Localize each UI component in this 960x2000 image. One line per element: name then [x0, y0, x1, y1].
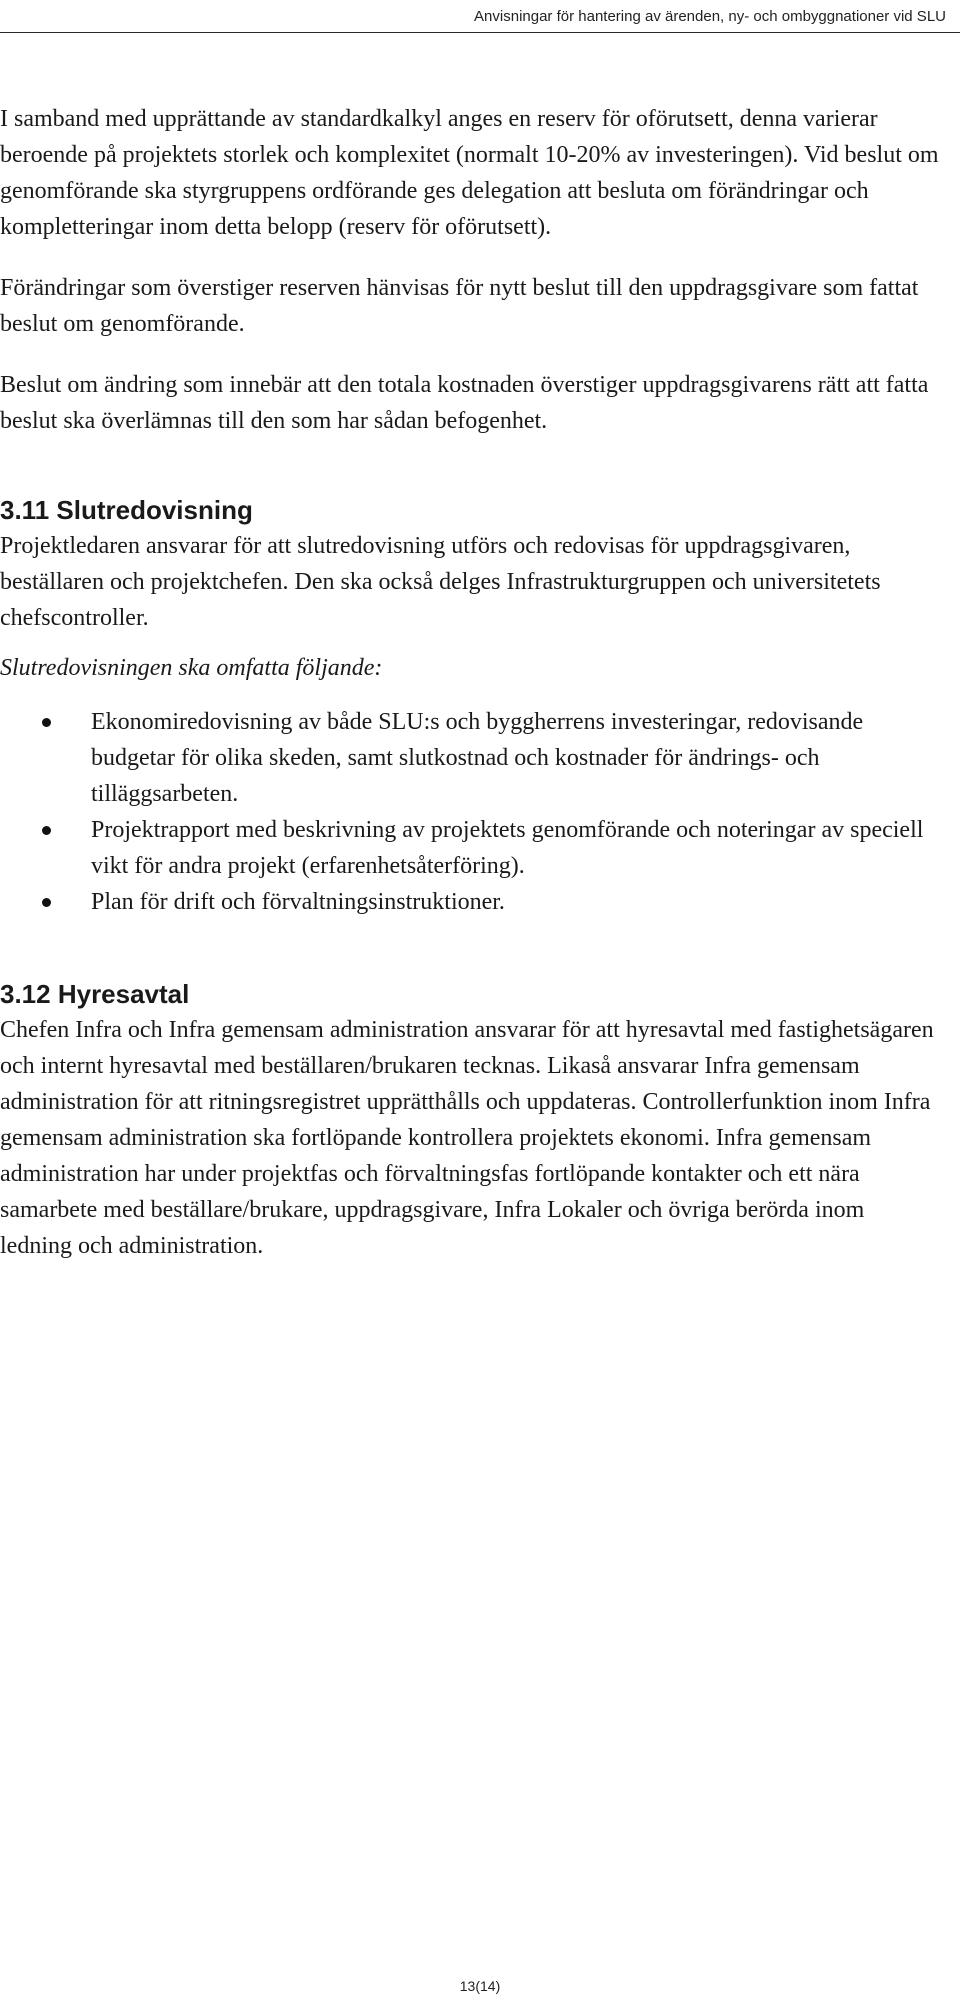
- list-item: [0, 704, 942, 812]
- bullet-icon: [42, 718, 51, 727]
- list-item-text: Ekonomiredovisning av både SLU:s och byggherrens investeringar, redovisande budgetar för olika skeden, samt slutkostnad och kostnader för ändrings- och tilläggsarbeten.: [91, 709, 864, 807]
- list-item: [0, 884, 942, 920]
- document-body: [0, 101, 942, 1264]
- list-item: [0, 812, 942, 884]
- bullet-icon: [42, 826, 51, 835]
- page-number: 13(14): [459, 1978, 501, 1994]
- paragraph-changes: Förändringar som överstiger reserven hänvisas för nytt beslut till den uppdragsgivare som fattat beslut om genomförande.: [0, 275, 919, 337]
- section-heading-hyresavtal: 3.12 Hyresavtal: [0, 979, 190, 1009]
- paragraph-decision: Beslut om ändring som innebär att den totala kostnaden överstiger uppdragsgivarens rätt att fatta beslut ska överlämnas till den som har sådan befogenhet.: [0, 372, 929, 434]
- list-intro: Slutredovisningen ska omfatta följande:: [0, 655, 383, 681]
- section-heading-slutredovisning: 3.11 Slutredovisning: [0, 495, 253, 525]
- header-divider: [0, 32, 960, 33]
- bullet-list: [0, 704, 942, 920]
- paragraph-reserve: I samband med upprättande av standardkalkyl anges en reserv för oförutsett, denna varierar beroende på projektets storlek och komplexitet (normalt 10-20% av investeringen). Vid beslut om genomförande ska styrgruppens ordförande ges delegation att besluta om förändringar och kompletteringar inom detta belopp (reserv för oförutsett).: [0, 106, 939, 240]
- list-item-text: Projektrapport med beskrivning av projektets genomförande och noteringar av speciell vikt för andra projekt (erfarenhetsåterföring).: [91, 817, 924, 879]
- running-header: Anvisningar för hantering av ärenden, ny- och ombyggnationer vid SLU: [474, 8, 946, 25]
- paragraph-slutredovisning: Projektledaren ansvarar för att slutredovisning utförs och redovisas för uppdragsgivaren, beställaren och projektchefen. Den ska också delges Infrastrukturgruppen och universitetets chefscontroller.: [0, 533, 881, 631]
- bullet-icon: [42, 898, 51, 907]
- paragraph-hyresavtal: Chefen Infra och Infra gemensam administration ansvarar för att hyresavtal med fastighetsägaren och internt hyresavtal med beställaren/brukaren tecknas. Likaså ansvarar Infra gemensam administration för att ritningsregistret upprätthålls och uppdateras. Controllerfunktion inom Infra gemensam administration ska fortlöpande kontrollera projektets ekonomi. Infra gemensam administration har under projektfas och förvaltningsfas fortlöpande kontakter och ett nära samarbete med beställare/brukare, uppdragsgivare, Infra Lokaler och övriga berörda inom ledning och administration.: [0, 1017, 934, 1259]
- list-item-text: Plan för drift och förvaltningsinstruktioner.: [91, 889, 505, 915]
